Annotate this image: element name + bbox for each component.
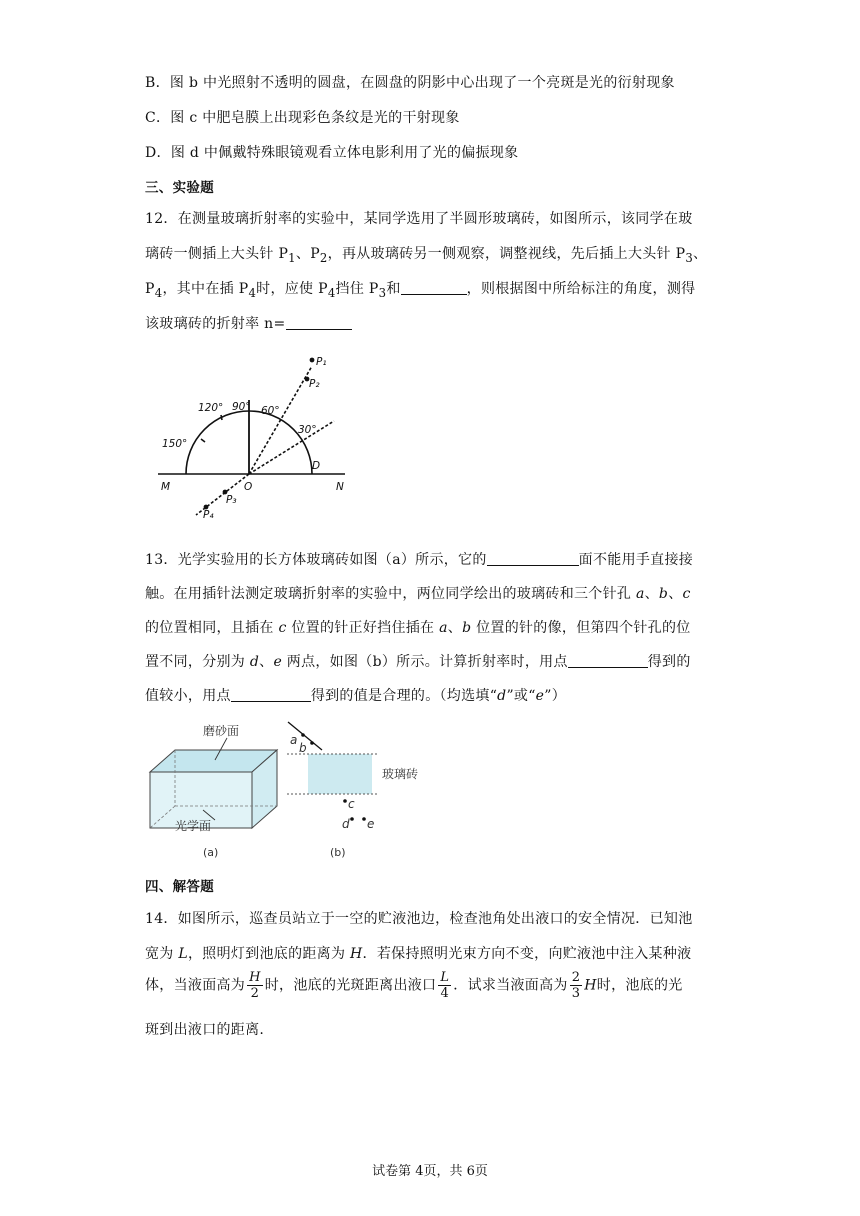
section-answer-heading: 四、解答题 bbox=[145, 879, 214, 895]
answer-blank-4[interactable] bbox=[568, 653, 648, 668]
q14-text: ，照明灯到池底的距离为 bbox=[187, 946, 351, 962]
q13-text: 、 bbox=[447, 620, 463, 636]
q12-text: 时，应使 P bbox=[256, 281, 328, 297]
var-e: e bbox=[273, 654, 283, 670]
q12-text: ，其中在插 P bbox=[162, 281, 249, 297]
option-c: C．图 c 中肥皂膜上出现彩色条纹是光的干射现象 bbox=[145, 110, 460, 126]
q13-text: 置不同，分别为 bbox=[145, 654, 250, 670]
reference-line bbox=[249, 421, 334, 474]
label-b: b bbox=[299, 741, 307, 755]
pin-label-p4: P₄ bbox=[203, 509, 214, 521]
var-c: c bbox=[682, 586, 691, 602]
q14-line-3 bbox=[145, 970, 683, 1001]
angle-label-30: 30° bbox=[298, 424, 317, 436]
q12-text: 璃砖一侧插上大头针 P bbox=[145, 246, 289, 262]
subscript: 4 bbox=[248, 285, 257, 300]
var-d: d bbox=[497, 688, 507, 704]
q14-text: 时，池底的光斑距离出液口 bbox=[264, 977, 437, 994]
pin-d bbox=[350, 817, 354, 821]
var-b: b bbox=[658, 586, 669, 602]
q13-line-5 bbox=[145, 685, 566, 705]
q12-text: 、P bbox=[295, 246, 320, 262]
q13-text: 位置的针的像，但第四个针孔的位 bbox=[471, 620, 691, 636]
q12-line-4 bbox=[145, 313, 352, 333]
q12-line-1: 12．在测量玻璃折射率的实验中，某同学选用了半圆形玻璃砖，如图所示，该同学在玻 bbox=[145, 211, 693, 227]
label-a: a bbox=[290, 733, 298, 747]
var-a: a bbox=[635, 586, 645, 602]
q13-line-1 bbox=[145, 549, 693, 569]
angle-label-60: 60° bbox=[261, 405, 280, 417]
fraction-2-over-3 bbox=[570, 970, 583, 1001]
subscript: 4 bbox=[154, 285, 163, 300]
subscript: 4 bbox=[327, 285, 336, 300]
label-e: e bbox=[367, 817, 375, 831]
fraction-numerator: L bbox=[440, 970, 450, 985]
point-label-d: D bbox=[312, 460, 321, 472]
pin-p1 bbox=[310, 358, 315, 363]
pin-label-p1: P₁ bbox=[316, 356, 327, 368]
label-d: d bbox=[342, 817, 350, 831]
glass-region bbox=[308, 754, 372, 794]
q13-text: 13．光学实验用的长方体玻璃砖如图（a）所示，它的 bbox=[145, 552, 487, 568]
angle-label-120: 120° bbox=[198, 402, 224, 414]
q13-text: 、 bbox=[668, 586, 683, 602]
glass-brick-figure-a bbox=[145, 722, 285, 862]
q13-text: 、 bbox=[259, 654, 274, 670]
q14-text: ．若保持照明光束方向不变，向贮液池中注入某种液 bbox=[362, 946, 692, 962]
q13-text: 面不能用手直接接 bbox=[578, 552, 694, 568]
q12-text: 、 bbox=[693, 246, 708, 262]
q13-line-3 bbox=[145, 617, 691, 637]
q13-text: 得到的值是合理的。（均选填“ bbox=[310, 688, 498, 704]
fraction-numerator: 2 bbox=[571, 970, 581, 985]
point-label-o: O bbox=[244, 481, 253, 493]
pin-b bbox=[310, 741, 314, 745]
subscript: 1 bbox=[288, 250, 296, 265]
q14-text: 体，当液面高为 bbox=[145, 977, 246, 994]
point-label-n: N bbox=[336, 481, 344, 493]
q14-text: 宽为 bbox=[145, 946, 179, 962]
semicircle-refraction-figure bbox=[150, 348, 350, 524]
subscript: 3 bbox=[378, 285, 387, 300]
q14-line-1: 14．如图所示，巡查员站立于一空的贮液池边，检查池角处出液口的安全情况．已知池 bbox=[145, 911, 693, 927]
label-glass-brick: 玻璃砖 bbox=[382, 767, 419, 781]
answer-blank-5[interactable] bbox=[231, 687, 311, 702]
q13-text: 、 bbox=[644, 586, 659, 602]
answer-blank-3[interactable] bbox=[487, 551, 579, 566]
q12-text: 和 bbox=[386, 281, 401, 297]
q14-text: 时，池底的光 bbox=[596, 977, 683, 994]
var-l: L bbox=[178, 946, 188, 962]
q13-text: 两点，如图（b）所示。计算折射率时，用点 bbox=[282, 654, 568, 670]
var-h: H bbox=[584, 977, 597, 994]
var-e: e bbox=[535, 688, 545, 704]
q12-text: 挡住 P bbox=[335, 281, 379, 297]
q13-text: ”或“ bbox=[506, 688, 536, 704]
q13-text: 的位置相同，且插在 bbox=[145, 620, 279, 636]
q14-text: ．试求当液面高为 bbox=[453, 977, 568, 994]
angle-label-90: 90° bbox=[232, 401, 251, 413]
pin-a bbox=[301, 733, 305, 737]
q13-text: 值较小，用点 bbox=[145, 688, 231, 704]
var-b: b bbox=[462, 620, 472, 636]
option-d: D．图 d 中佩戴特殊眼镜观看立体电影利用了光的偏振现象 bbox=[145, 145, 519, 161]
subscript: 3 bbox=[685, 250, 694, 265]
point-label-m: M bbox=[161, 481, 171, 493]
label-c: c bbox=[348, 797, 355, 811]
q13-text: ”） bbox=[544, 688, 567, 704]
pin-label-p2: P₂ bbox=[309, 378, 320, 390]
q12-text: ，再从玻璃砖另一侧观察，调整视线，先后插上大头针 P bbox=[327, 246, 686, 262]
option-b: B．图 b 中光照射不透明的圆盘，在圆盘的阴影中心出现了一个亮斑是光的衍射现象 bbox=[145, 75, 675, 91]
tick-mark bbox=[201, 439, 205, 442]
q13-line-4 bbox=[145, 651, 691, 671]
tick-mark bbox=[221, 415, 222, 420]
q13-text: 得到的 bbox=[647, 654, 691, 670]
var-d: d bbox=[249, 654, 260, 670]
q12-text: P bbox=[145, 281, 155, 297]
label-frosted: 磨砂面 bbox=[203, 724, 240, 738]
pin-positions-figure-b bbox=[282, 718, 432, 862]
pin-label-p3: P₃ bbox=[226, 494, 237, 506]
fraction-numerator: H bbox=[249, 970, 261, 985]
q13-line-2 bbox=[145, 583, 691, 603]
subscript: 2 bbox=[319, 250, 328, 265]
q14-line-4: 斑到出液口的距离. bbox=[145, 1022, 265, 1038]
label-optical: 光学面 bbox=[175, 819, 212, 833]
pin-e bbox=[362, 817, 366, 821]
caption-a: (a) bbox=[203, 846, 219, 859]
answer-blank-1[interactable] bbox=[401, 280, 467, 295]
fraction-denominator: 4 bbox=[440, 986, 450, 1001]
q14-line-2 bbox=[145, 943, 691, 963]
var-h: H bbox=[350, 946, 363, 962]
q13-text: 触。在用插针法测定玻璃折射率的实验中，两位同学绘出的玻璃砖和三个针孔 bbox=[145, 586, 636, 602]
answer-blank-2[interactable] bbox=[286, 315, 352, 330]
fraction-denominator: 3 bbox=[571, 986, 581, 1001]
q12-line-3 bbox=[145, 278, 695, 300]
angle-label-150: 150° bbox=[162, 438, 188, 450]
fraction-denominator: 2 bbox=[250, 986, 260, 1001]
var-a: a bbox=[439, 620, 448, 636]
pin-c bbox=[343, 799, 347, 803]
var-c: c bbox=[278, 620, 287, 636]
q12-text: 该玻璃砖的折射率 n= bbox=[145, 316, 286, 332]
section-experiment-heading: 三、实验题 bbox=[145, 180, 214, 196]
page-footer: 试卷第 4页，共 6页 bbox=[372, 1164, 488, 1179]
fraction-h-over-2 bbox=[247, 970, 263, 1001]
q12-line-2 bbox=[145, 243, 707, 265]
fraction-l-over-4 bbox=[438, 970, 451, 1001]
q12-text: ，则根据图中所给标注的角度，测得 bbox=[466, 281, 696, 297]
incident-ray bbox=[249, 366, 312, 474]
caption-b: (b) bbox=[330, 846, 346, 859]
q13-text: 位置的针正好挡住插在 bbox=[286, 620, 440, 636]
